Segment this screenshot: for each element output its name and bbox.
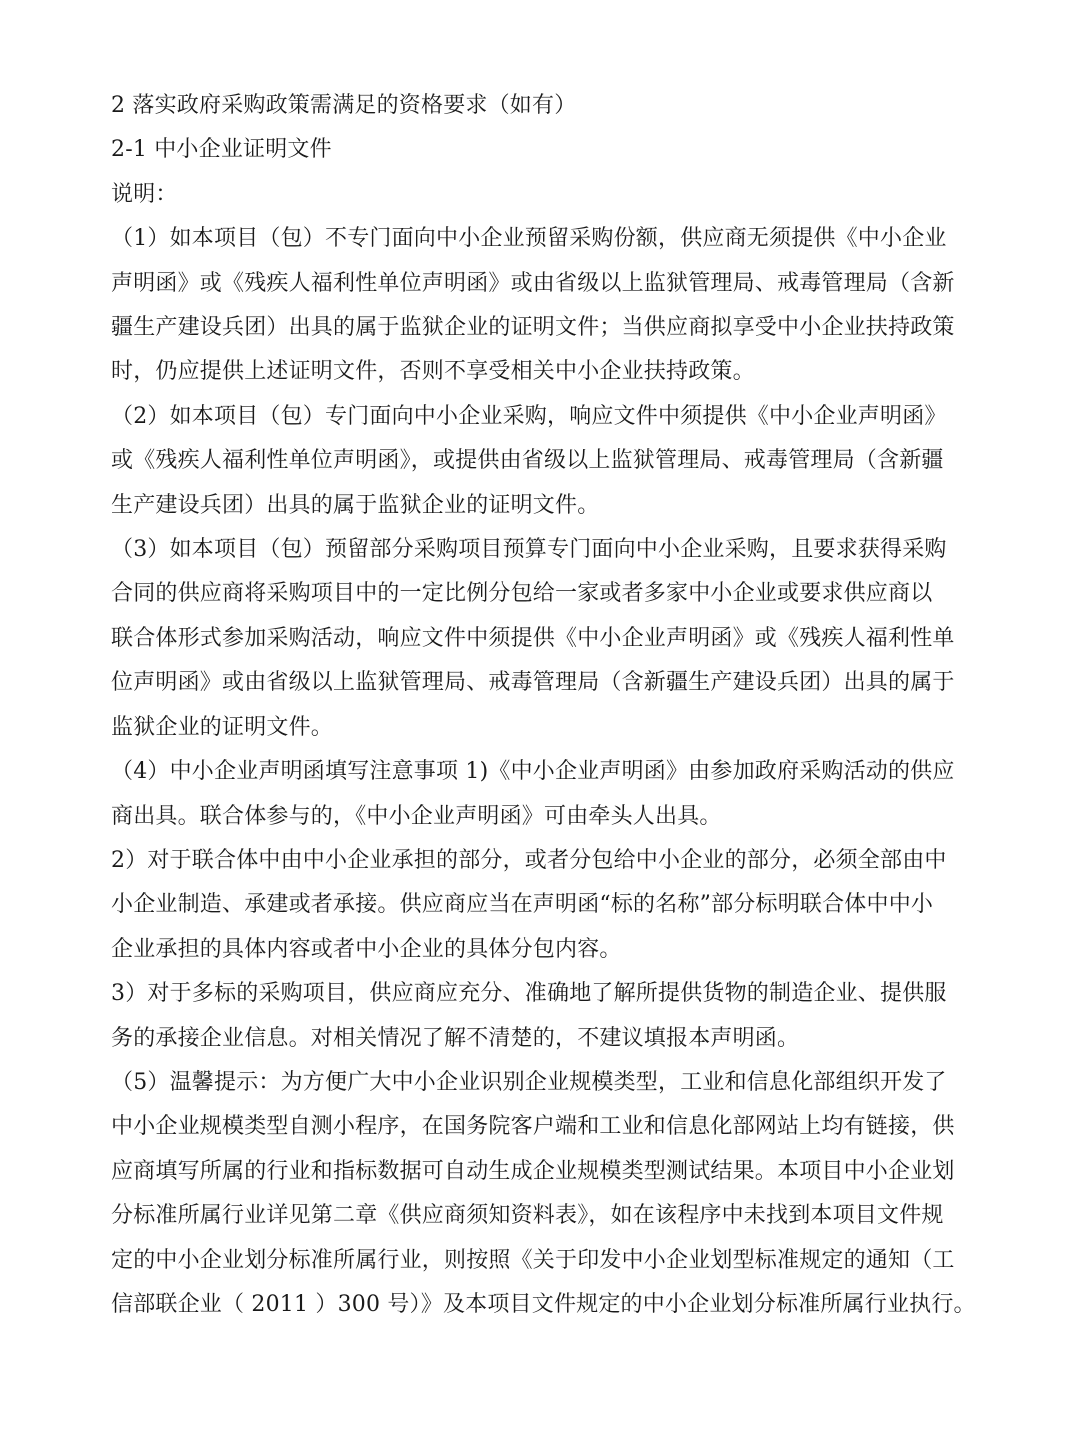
text-line: 或《残疾人福利性单位声明函》，或提供由省级以上监狱管理局、戒毒管理局（含新疆: [111, 448, 944, 474]
paragraph-4: [111, 750, 969, 839]
paragraph-3: [111, 528, 969, 750]
text-line: （1）如本项目（包）不专门面向中小企业预留采购份额，供应商无须提供《中小企业: [111, 226, 947, 252]
subsection-heading: 2-1 中小企业证明文件: [111, 137, 332, 163]
text-line: 合同的供应商将采购项目中的一定比例分包给一家或者多家中小企业或要求供应商以: [111, 581, 933, 607]
text-line: 生产建设兵团）出具的属于监狱企业的证明文件。: [111, 492, 600, 518]
text-line: 信部联企业（ 2011 ）300 号）》及本项目文件规定的中小企业划分标准所属行业执行。: [111, 1291, 976, 1317]
paragraph-5: [111, 839, 969, 972]
document-page: [111, 84, 976, 1327]
text-line: 时，仍应提供上述证明文件，否则不享受相关中小企业扶持政策。: [111, 359, 755, 385]
text-line: （4）中小企业声明函填写注意事项 1)《中小企业声明函》由参加政府采购活动的供应: [111, 759, 955, 785]
text-line: 企业承担的具体内容或者中小企业的具体分包内容。: [111, 936, 622, 962]
text-line: 定的中小企业划分标准所属行业，则按照《关于印发中小企业划型标准规定的通知（工: [111, 1247, 955, 1273]
section-heading: 2 落实政府采购政策需满足的资格要求（如有）: [111, 93, 577, 118]
text-line: 监狱企业的证明文件。: [111, 714, 334, 740]
notes-label: 说明：: [111, 181, 178, 207]
text-line: （3）如本项目（包）预留部分采购项目预算专门面向中小企业采购，且要求获得采购: [111, 537, 947, 563]
text-line: 位声明函》或由省级以上监狱管理局、戒毒管理局（含新疆生产建设兵团）出具的属于: [111, 670, 955, 696]
paragraph-7: [111, 1061, 976, 1327]
text-line: 2）对于联合体中由中小企业承担的部分，或者分包给中小企业的部分，必须全部由中: [111, 847, 947, 873]
text-line: 务的承接企业信息。对相关情况了解不清楚的，不建议填报本声明函。: [111, 1025, 800, 1051]
paragraph-2: [111, 395, 969, 528]
paragraph-1: [111, 217, 969, 395]
text-line: （5）温馨提示：为方便广大中小企业识别企业规模类型，工业和信息化部组织开发了: [111, 1069, 947, 1095]
text-line: 小企业制造、承建或者承接。供应商应当在声明函“标的名称”部分标明联合体中中小: [111, 892, 934, 918]
text-line: 分标准所属行业详见第二章《供应商须知资料表》，如在该程序中未找到本项目文件规: [111, 1203, 944, 1229]
text-line: （2）如本项目（包）专门面向中小企业采购，响应文件中须提供《中小企业声明函》: [111, 403, 947, 429]
text-line: 疆生产建设兵团）出具的属于监狱企业的证明文件；当供应商拟享受中小企业扶持政策: [111, 315, 955, 341]
text-line: 商出具。联合体参与的，《中小企业声明函》可由牵头人出具。: [111, 803, 722, 829]
paragraph-6: [111, 972, 969, 1061]
text-line: 应商填写所属的行业和指标数据可自动生成企业规模类型测试结果。本项目中小企业划: [111, 1158, 955, 1184]
text-line: 3）对于多标的采购项目，供应商应充分、准确地了解所提供货物的制造企业、提供服: [111, 981, 947, 1007]
text-line: 中小企业规模类型自测小程序，在国务院客户端和工业和信息化部网站上均有链接，供: [111, 1114, 955, 1140]
text-line: 联合体形式参加采购活动，响应文件中须提供《中小企业声明函》或《残疾人福利性单: [111, 625, 955, 651]
text-line: 声明函》或《残疾人福利性单位声明函》或由省级以上监狱管理局、戒毒管理局（含新: [111, 270, 955, 296]
